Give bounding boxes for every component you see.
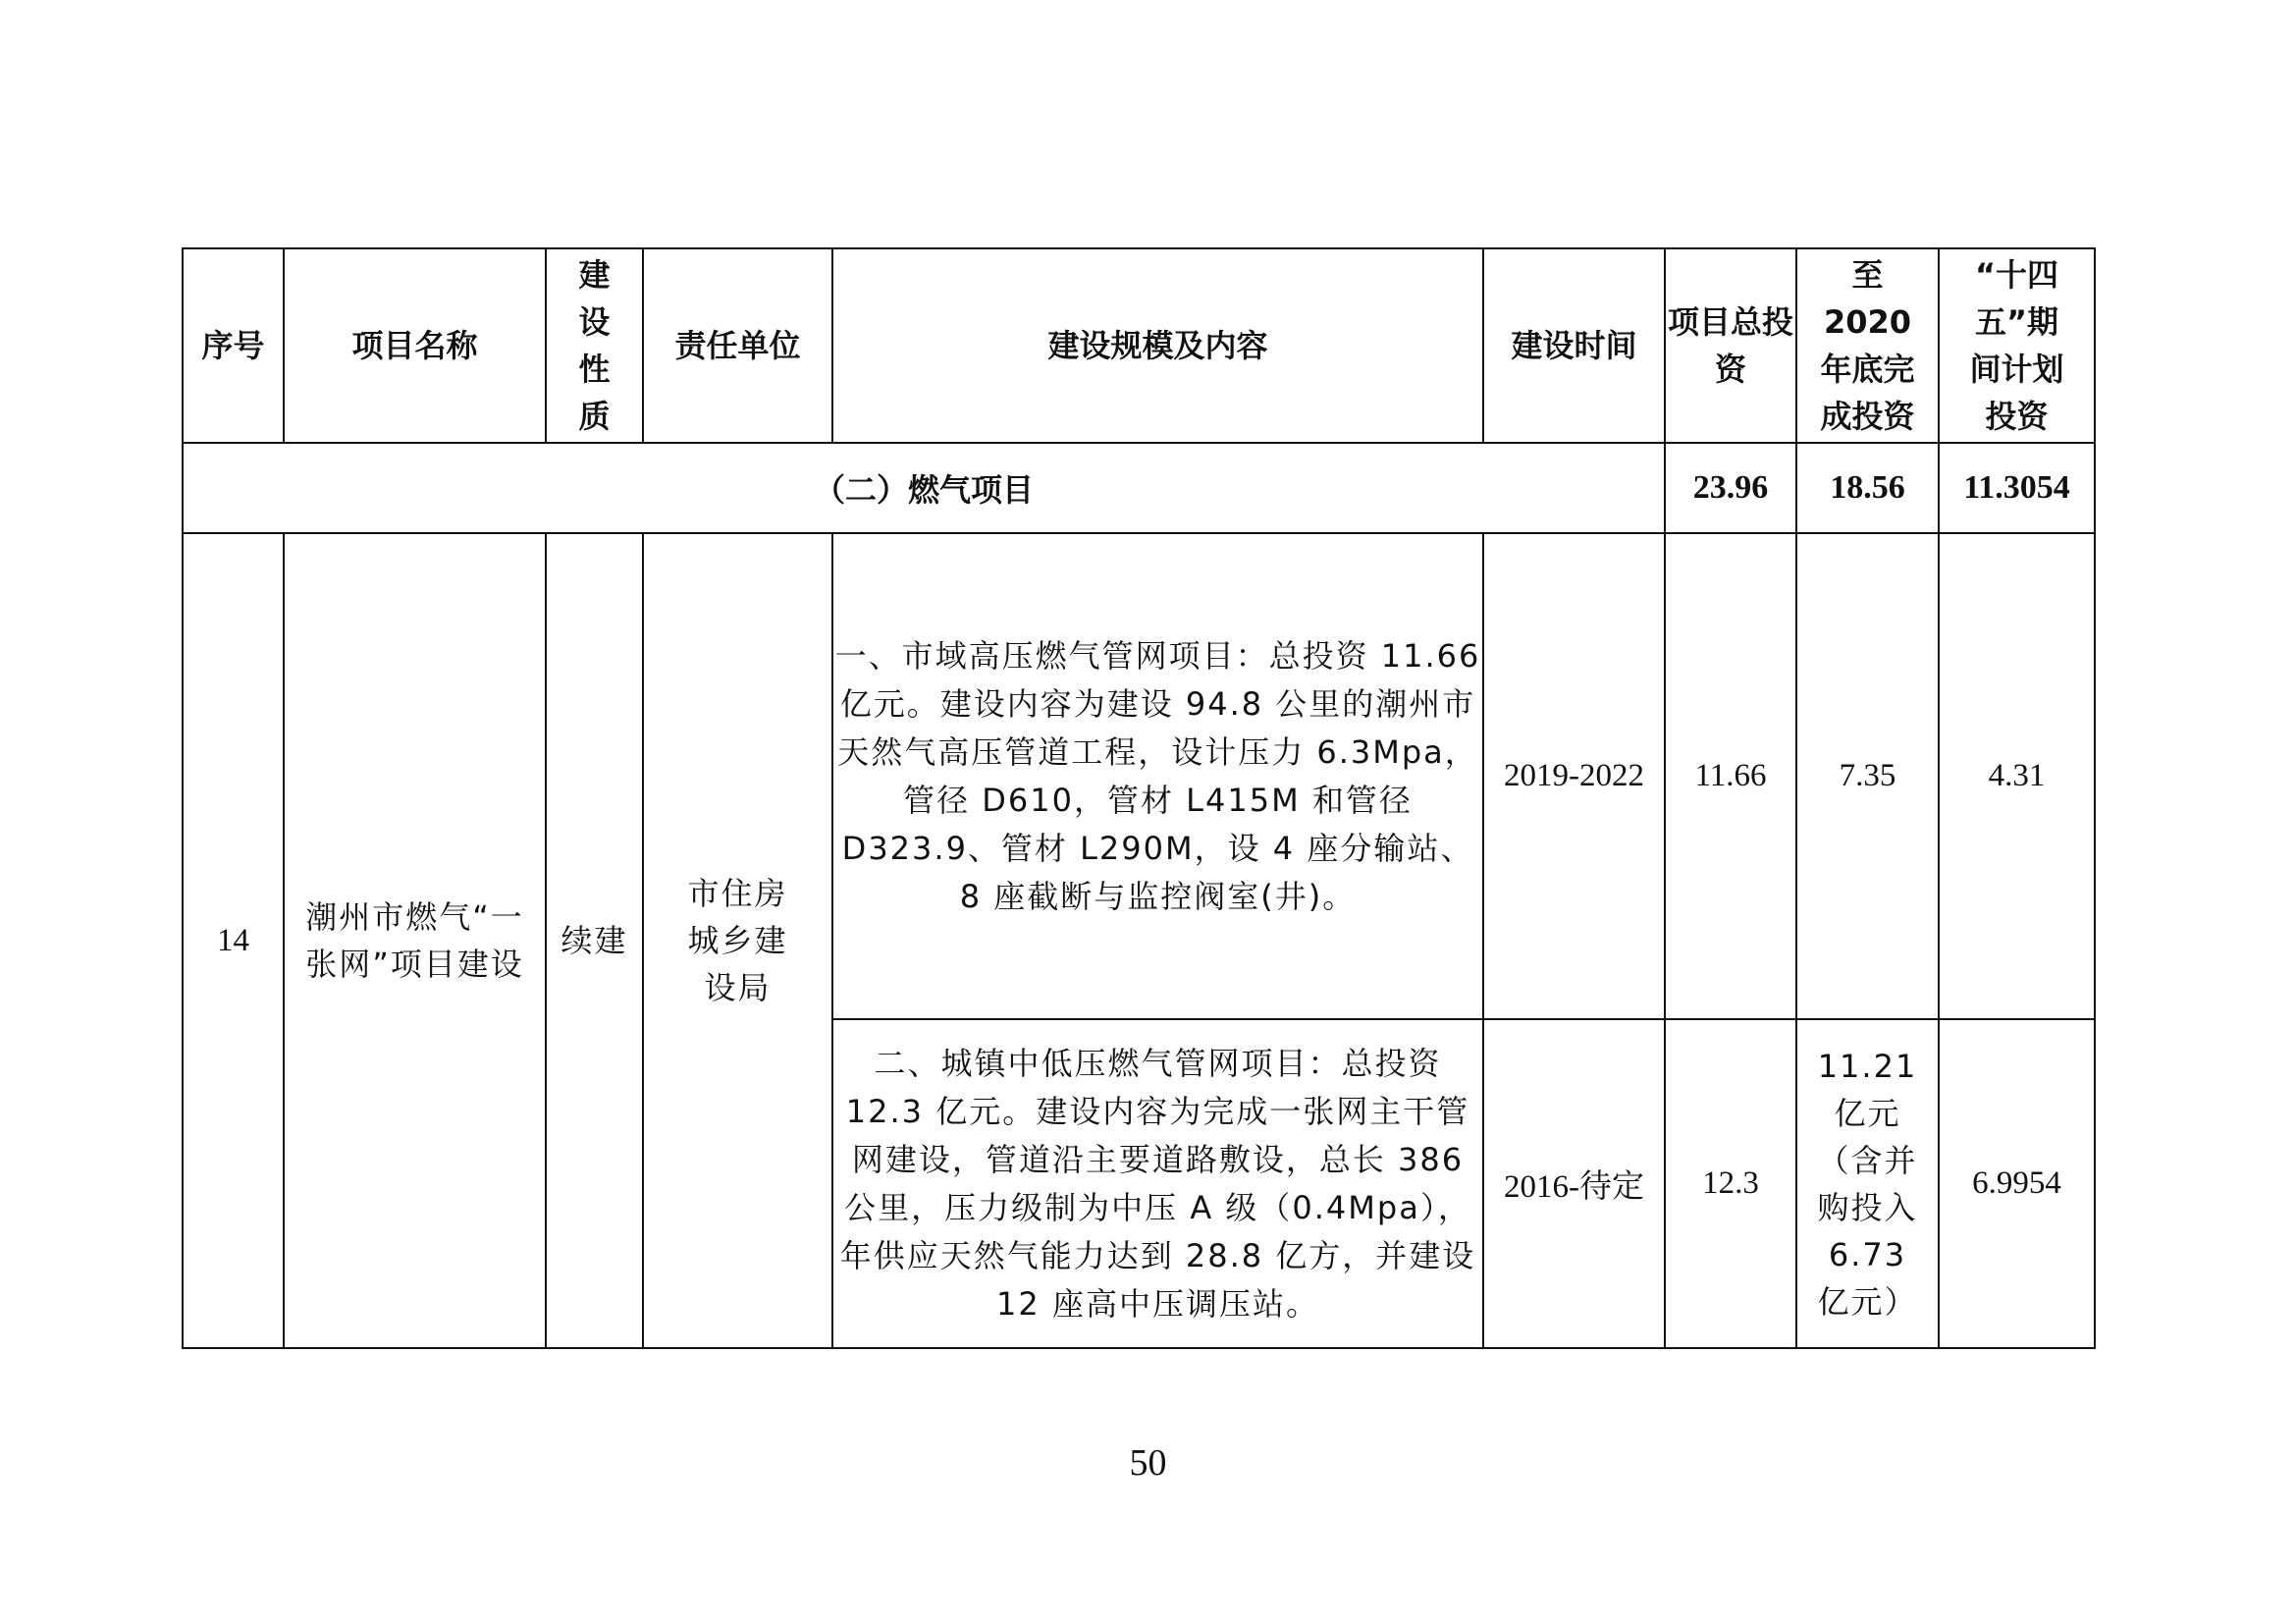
header-done2020: 至 2020 年底完成投资	[1796, 248, 1939, 443]
header-seq: 序号	[183, 248, 284, 443]
header-content: 建设规模及内容	[832, 248, 1483, 443]
project-table	[182, 247, 2096, 1349]
project-nature: 续建	[546, 533, 643, 1348]
subitem-content: 二、城镇中低压燃气管网项目：总投资 12.3 亿元。建设内容为完成一张网主干管网建设，管道沿主要道路敷设，总长 386 公里，压力级制为中压 A 级（0.4Mpa），年供应天然气能力达到 28.8 亿方，并建设 12 座高中压调压站。	[832, 1019, 1483, 1348]
page-number: 50	[1129, 1442, 1167, 1484]
subitem-total: 12.3	[1665, 1019, 1796, 1348]
header-plan14: “十四五”期间计划投资	[1939, 248, 2095, 443]
header-nature: 建设性质	[546, 248, 643, 443]
project-unit: 市住房城乡建设局	[643, 533, 832, 1348]
section-plan14: 11.3054	[1939, 443, 2095, 533]
subitem-done2020: 11.21 亿元（含并购投入 6.73 亿元）	[1796, 1019, 1939, 1348]
subitem-plan14: 4.31	[1939, 533, 2095, 1019]
subitem-total: 11.66	[1665, 533, 1796, 1019]
section-done2020: 18.56	[1796, 443, 1939, 533]
project-name: 潮州市燃气“一张网”项目建设	[284, 533, 546, 1348]
header-total: 项目总投资	[1665, 248, 1796, 443]
subitem-plan14: 6.9954	[1939, 1019, 2095, 1348]
header-unit: 责任单位	[643, 248, 832, 443]
project-row-sub1	[183, 533, 2095, 1019]
section-total: 23.96	[1665, 443, 1796, 533]
project-seq: 14	[183, 533, 284, 1348]
subitem-period: 2019-2022	[1483, 533, 1665, 1019]
subitem-done2020: 7.35	[1796, 533, 1939, 1019]
subitem-period: 2016-待定	[1483, 1019, 1665, 1348]
header-period: 建设时间	[1483, 248, 1665, 443]
subitem-content: 一、市域高压燃气管网项目：总投资 11.66 亿元。建设内容为建设 94.8 公里的潮州市天然气高压管道工程，设计压力 6.3Mpa，管径 D610，管材 L415M 和管径 D323.9、管材 L290M，设 4 座分输站、8 座截断与监控阀室(井)。	[832, 533, 1483, 1019]
header-name: 项目名称	[284, 248, 546, 443]
header-row	[183, 248, 2095, 443]
section-label: （二）燃气项目	[183, 443, 1665, 533]
section-row	[183, 443, 2095, 533]
